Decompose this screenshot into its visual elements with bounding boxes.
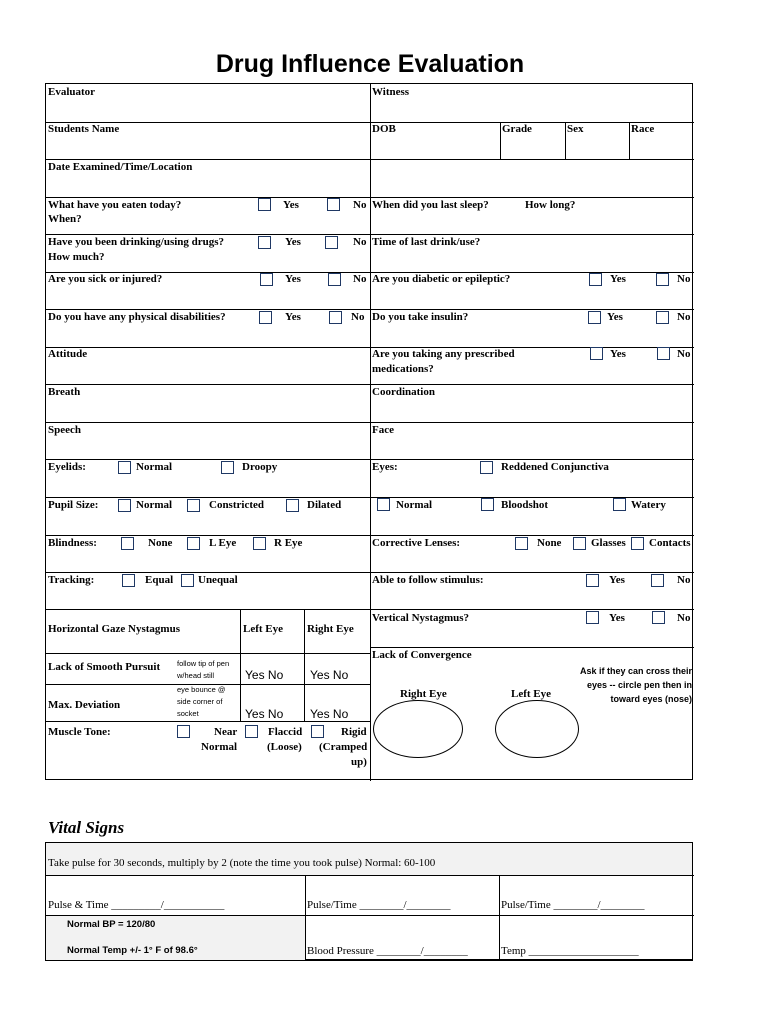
pursuit-left-yes-no: Yes No <box>245 668 284 682</box>
max-deviation-label: Max. Deviation <box>48 699 121 711</box>
stimulus-yes-label: Yes <box>609 574 625 586</box>
sex-label: Sex <box>567 123 584 135</box>
sick-no-label: No <box>353 273 367 285</box>
insulin-question: Do you take insulin? <box>372 311 469 323</box>
diabetic-yes-checkbox[interactable] <box>589 273 602 286</box>
eyelids-normal-label: Normal <box>136 461 173 473</box>
muscle-flaccid-label: Flaccid <box>268 726 303 738</box>
page-title: Drug Influence Evaluation <box>215 50 525 78</box>
insulin-yes-checkbox[interactable] <box>588 311 601 324</box>
smooth-pursuit-note-1: follow tip of pen <box>177 659 230 668</box>
breath-label: Breath <box>48 386 81 398</box>
vertical-yes-checkbox[interactable] <box>586 611 599 624</box>
prescribed-no-label: No <box>677 348 691 360</box>
watery-label: Watery <box>631 499 666 511</box>
muscle-near-normal-checkbox[interactable] <box>177 725 190 738</box>
muscle-cramped-label: (Cramped <box>319 741 368 753</box>
diabetic-yes-label: Yes <box>610 273 626 285</box>
convergence-note-line-3: toward eyes (nose) <box>610 694 692 704</box>
tracking-equal-checkbox[interactable] <box>122 574 135 587</box>
pupil-normal-checkbox[interactable] <box>118 499 131 512</box>
diabetic-no-label: No <box>677 273 691 285</box>
muscle-loose-label: (Loose) <box>267 741 302 753</box>
drinking-yes-checkbox[interactable] <box>258 236 271 249</box>
pupil-constricted-checkbox[interactable] <box>187 499 200 512</box>
prescribed-question-line2: medications? <box>372 363 434 375</box>
contacts-checkbox[interactable] <box>631 537 644 550</box>
insulin-no-checkbox[interactable] <box>656 311 669 324</box>
convergence-label: Lack of Convergence <box>372 649 472 661</box>
insulin-no-label: No <box>677 311 691 323</box>
deviation-note-1: eye bounce @ <box>177 685 226 694</box>
lenses-none-label: None <box>537 537 562 549</box>
prescribed-question-line1: Are you taking any prescribed <box>372 348 515 360</box>
pupil-constricted-label: Constricted <box>209 499 264 511</box>
eaten-yes-label: Yes <box>283 199 299 211</box>
glasses-label: Glasses <box>591 537 626 549</box>
diabetic-no-checkbox[interactable] <box>656 273 669 286</box>
tracking-unequal-label: Unequal <box>198 574 238 586</box>
grade-label: Grade <box>502 123 532 135</box>
lenses-none-checkbox[interactable] <box>515 537 528 550</box>
sick-yes-checkbox[interactable] <box>260 273 273 286</box>
pupil-dilated-checkbox[interactable] <box>286 499 299 512</box>
attitude-label: Attitude <box>48 348 88 360</box>
dob-label: DOB <box>372 123 396 135</box>
disabilities-no-checkbox[interactable] <box>329 311 342 324</box>
last-drink-question: Time of last drink/use? <box>372 236 481 248</box>
pulse-time-field-1[interactable]: Pulse & Time _________/___________ <box>48 899 225 911</box>
reddened-checkbox[interactable] <box>480 461 493 474</box>
muscle-normal-label: Normal <box>201 741 238 753</box>
speech-label: Speech <box>48 424 81 436</box>
vital-signs-title: Vital Signs <box>48 818 125 837</box>
corrective-lenses-label: Corrective Lenses: <box>372 537 461 549</box>
how-much-question: How much? <box>48 251 105 263</box>
blindness-label: Blindness: <box>48 537 97 549</box>
students-name-label: Students Name <box>48 123 120 135</box>
convergence-note <box>540 664 692 706</box>
prescribed-no-checkbox[interactable] <box>657 347 670 360</box>
blindness-none-checkbox[interactable] <box>121 537 134 550</box>
hgn-label: Horizontal Gaze Nystagmus <box>48 623 180 635</box>
deviation-note-2: side corner of <box>177 697 223 706</box>
bloodshot-checkbox[interactable] <box>481 498 494 511</box>
blindness-none-label: None <box>148 537 173 549</box>
tracking-label: Tracking: <box>48 574 95 586</box>
normal-bp-note: Normal BP = 120/80 <box>67 919 156 930</box>
prescribed-yes-checkbox[interactable] <box>590 347 603 360</box>
pupil-dilated-label: Dilated <box>307 499 342 511</box>
eaten-yes-checkbox[interactable] <box>258 198 271 211</box>
smooth-pursuit-label: Lack of Smooth Pursuit <box>48 661 161 673</box>
follow-stimulus-label: Able to follow stimulus: <box>372 574 484 586</box>
glasses-checkbox[interactable] <box>573 537 586 550</box>
convergence-right-eye-label: Right Eye <box>400 688 447 700</box>
pulse-time-field-3[interactable]: Pulse/Time ________/________ <box>501 899 645 911</box>
pupil-size-label: Pupil Size: <box>48 499 99 511</box>
eyelids-droopy-label: Droopy <box>242 461 278 473</box>
drinking-yes-label: Yes <box>285 236 301 248</box>
witness-label: Witness <box>372 86 410 98</box>
pulse-instruction: Take pulse for 30 seconds, multiply by 2 (note the time you took pulse) Normal: 60-100 <box>48 857 436 869</box>
deviation-right-yes-no: Yes No <box>310 707 349 721</box>
eaten-question: What have you eaten today? <box>48 199 182 211</box>
drinking-no-checkbox[interactable] <box>325 236 338 249</box>
race-label: Race <box>631 123 655 135</box>
pupil-normal-label: Normal <box>136 499 173 511</box>
last-sleep-question: When did you last sleep? <box>372 199 489 211</box>
pulse-time-field-2[interactable]: Pulse/Time ________/________ <box>307 899 451 911</box>
blood-pressure-field[interactable]: Blood Pressure ________/________ <box>307 945 468 957</box>
bloodshot-label: Bloodshot <box>501 499 549 511</box>
eaten-no-checkbox[interactable] <box>327 198 340 211</box>
convergence-left-eye-label: Left Eye <box>511 688 552 700</box>
hgn-left-eye-label: Left Eye <box>243 623 284 635</box>
stimulus-yes-checkbox[interactable] <box>586 574 599 587</box>
sick-yes-label: Yes <box>285 273 301 285</box>
right-eye-circle[interactable] <box>373 700 463 758</box>
disabilities-question: Do you have any physical disabilities? <box>48 311 226 323</box>
muscle-tone-label: Muscle Tone: <box>48 726 111 738</box>
evaluator-label: Evaluator <box>48 86 96 98</box>
sick-question: Are you sick or injured? <box>48 273 163 285</box>
blindness-r-eye-checkbox[interactable] <box>253 537 266 550</box>
date-examined-label: Date Examined/Time/Location <box>48 161 193 173</box>
insulin-yes-label: Yes <box>607 311 623 323</box>
drinking-question: Have you been drinking/using drugs? <box>48 236 225 248</box>
smooth-pursuit-note-2: w/head still <box>177 671 215 680</box>
temp-field[interactable]: Temp ____________________ <box>501 945 639 957</box>
left-eye-circle[interactable] <box>495 700 579 758</box>
disabilities-yes-checkbox[interactable] <box>259 311 272 324</box>
disabilities-yes-label: Yes <box>285 311 301 323</box>
vertical-no-checkbox[interactable] <box>652 611 665 624</box>
stimulus-no-checkbox[interactable] <box>651 574 664 587</box>
blindness-l-eye-checkbox[interactable] <box>187 537 200 550</box>
tracking-unequal-checkbox[interactable] <box>181 574 194 587</box>
hgn-right-eye-label: Right Eye <box>307 623 354 635</box>
coordination-label: Coordination <box>372 386 435 398</box>
deviation-left-yes-no: Yes No <box>245 707 284 721</box>
contacts-label: Contacts <box>649 537 691 549</box>
tracking-equal-label: Equal <box>145 574 174 586</box>
pursuit-right-yes-no: Yes No <box>310 668 349 682</box>
vertical-nystagmus-label: Vertical Nystagmus? <box>372 612 470 624</box>
normal-temp-note: Normal Temp +/- 1° F of 98.6° <box>67 945 198 956</box>
muscle-rigid-checkbox[interactable] <box>311 725 324 738</box>
muscle-near-label: Near <box>214 726 238 738</box>
eyes-label: Eyes: <box>372 461 398 473</box>
convergence-note-line-2: eyes -- circle pen then in <box>586 680 692 690</box>
watery-checkbox[interactable] <box>613 498 626 511</box>
stimulus-no-label: No <box>677 574 691 586</box>
drinking-no-label: No <box>353 236 367 248</box>
how-long-question: How long? <box>525 199 576 211</box>
muscle-flaccid-checkbox[interactable] <box>245 725 258 738</box>
eyelids-droopy-checkbox[interactable] <box>221 461 234 474</box>
muscle-up-label: up) <box>351 756 367 768</box>
deviation-note-3: socket <box>177 709 199 718</box>
muscle-rigid-label: Rigid <box>341 726 367 738</box>
eyes-normal-checkbox[interactable] <box>377 498 390 511</box>
convergence-note-line-1: Ask if they can cross their <box>579 666 692 676</box>
vertical-no-label: No <box>677 612 691 624</box>
diabetic-question: Are you diabetic or epileptic? <box>372 273 511 285</box>
eyes-normal-label: Normal <box>396 499 433 511</box>
eyelids-label: Eyelids: <box>48 461 86 473</box>
reddened-label: Reddened Conjunctiva <box>501 461 609 473</box>
disabilities-no-label: No <box>351 311 365 323</box>
vertical-yes-label: Yes <box>609 612 625 624</box>
sick-no-checkbox[interactable] <box>328 273 341 286</box>
prescribed-yes-label: Yes <box>610 348 626 360</box>
blindness-r-eye-label: R Eye <box>274 537 303 549</box>
when-question: When? <box>48 213 82 225</box>
face-label: Face <box>372 424 394 436</box>
eaten-no-label: No <box>353 199 367 211</box>
blindness-l-eye-label: L Eye <box>209 537 237 549</box>
eyelids-normal-checkbox[interactable] <box>118 461 131 474</box>
